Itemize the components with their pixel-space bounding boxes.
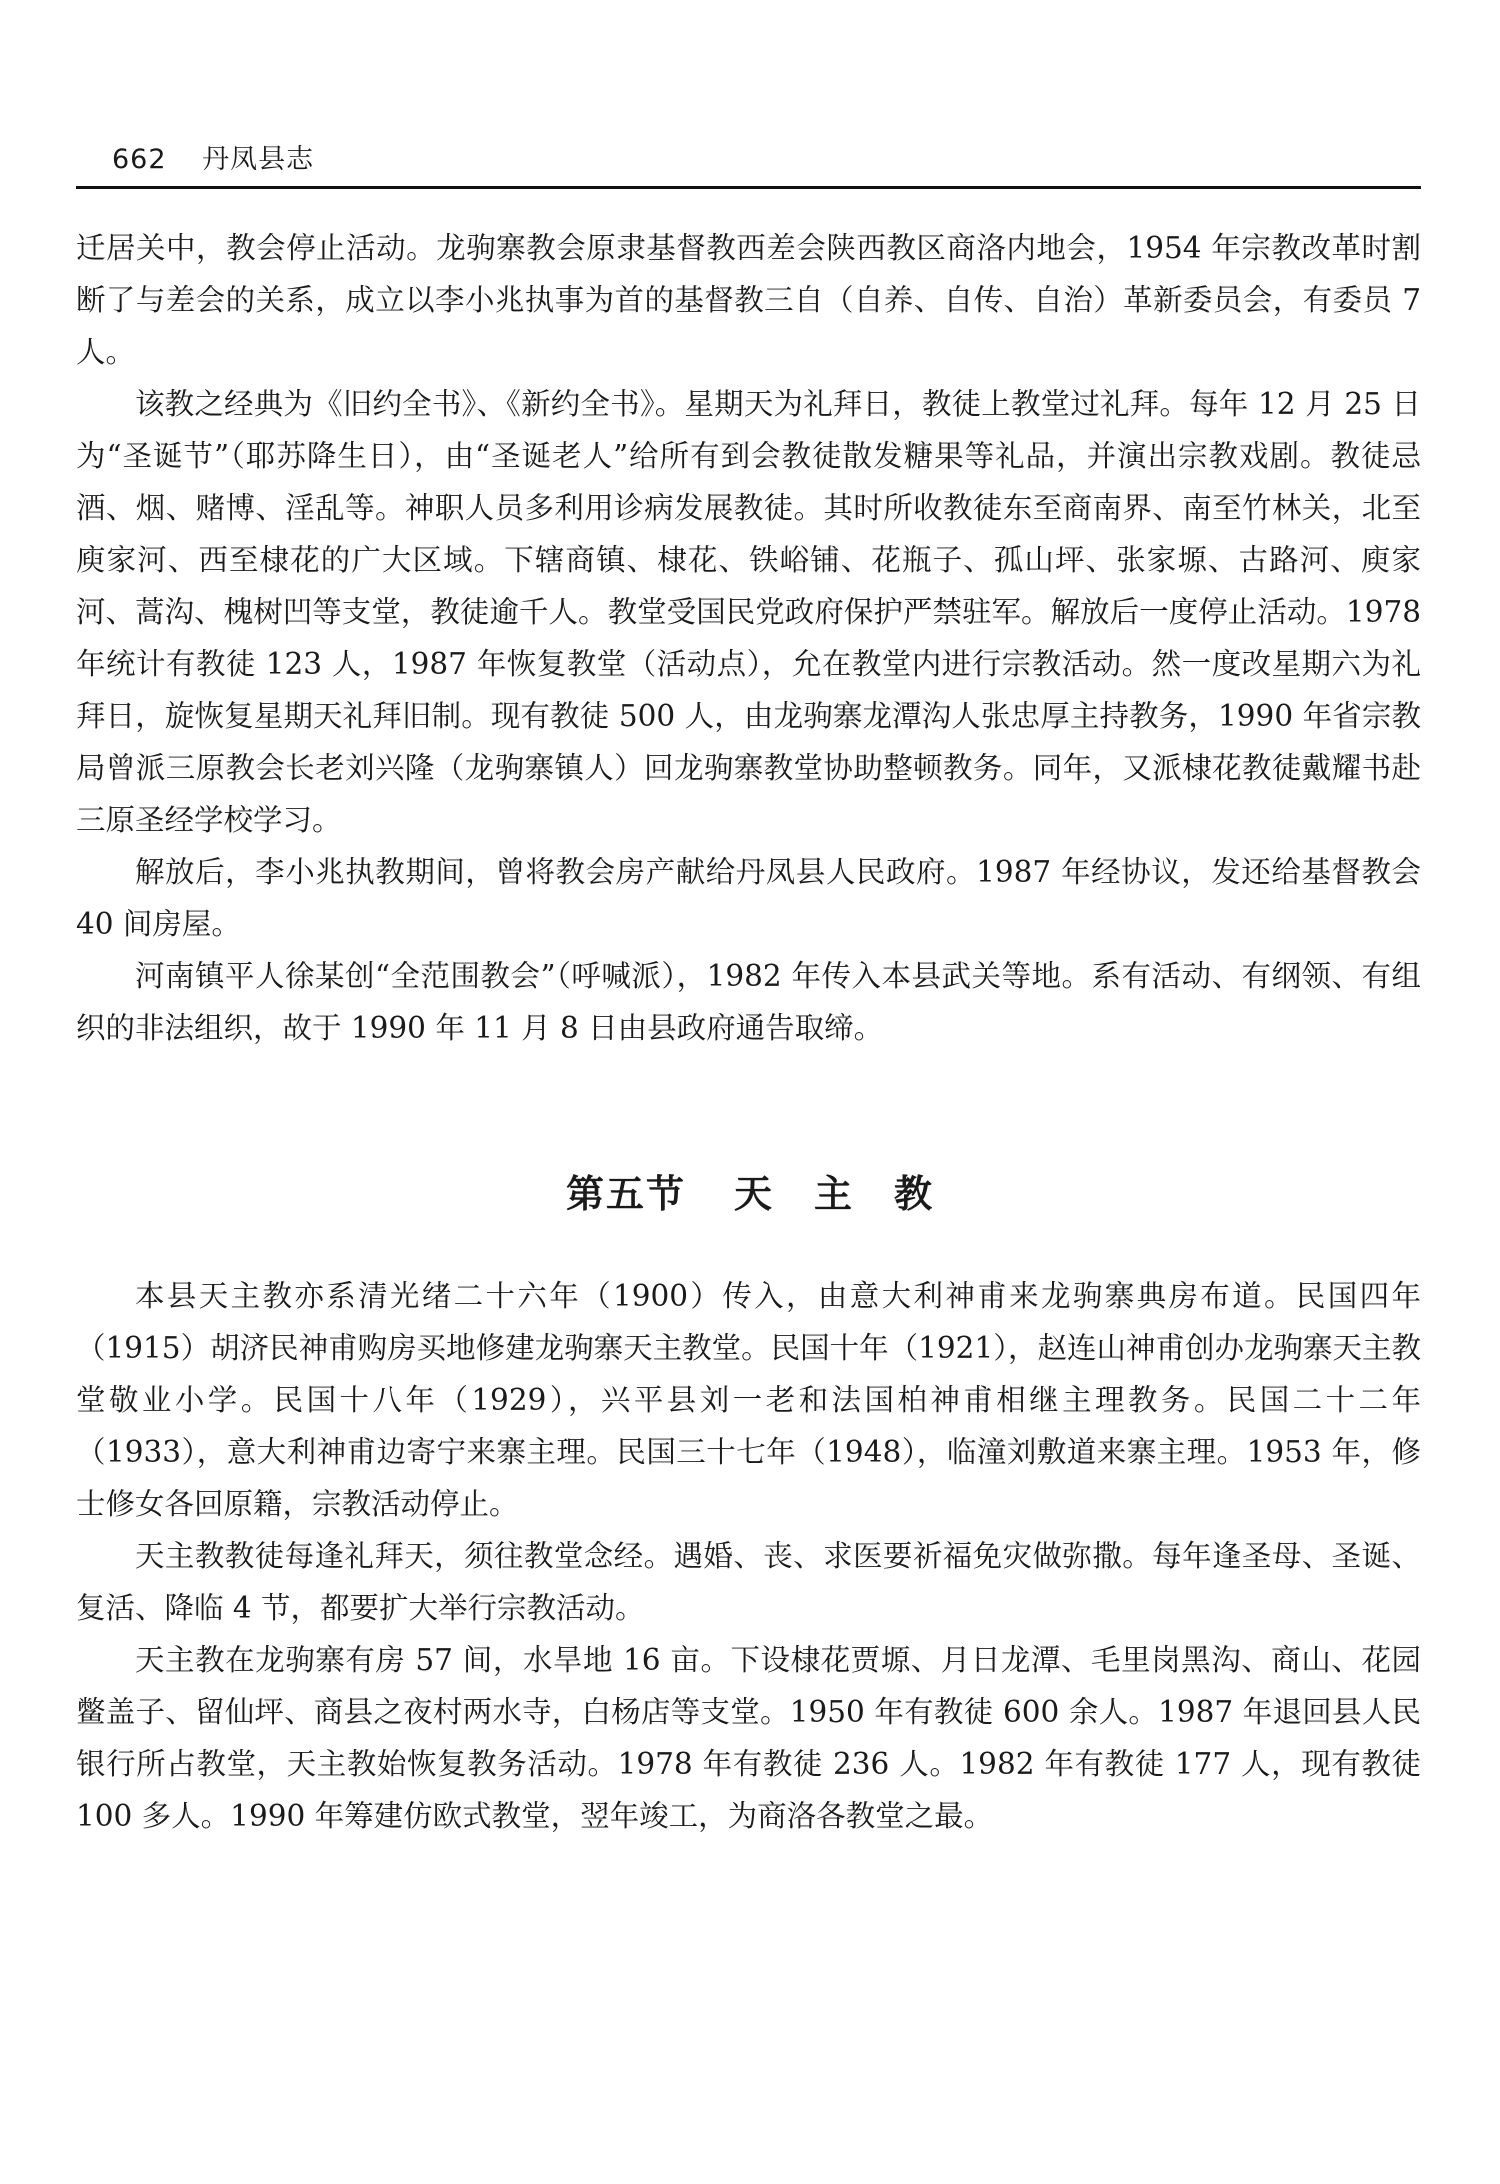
paragraph: 天主教教徒每逢礼拜天，须往教堂念经。遇婚、丧、求医要祈福免灾做弥撒。每年逢圣母、圣诞、复活、降临 4 节，都要扩大举行宗教活动。 [76, 1539, 1421, 1625]
paragraph: 天主教在龙驹寨有房 57 间，水旱地 16 亩。下设棣花贾塬、月日龙潭、毛里岗黑沟、商山、花园鳖盖子、留仙坪、商县之夜村两水寺，白杨店等支堂。1950 年有教徒 600 余人。1987 年退回县人民银行所占教堂，天主教始恢复教务活动。1978 年有教徒 236 人。1982 年有教徒 177 人，现有教徒 100 多人。1990 年筹建仿欧式教堂，翌年竣工，为商洛各教堂之最。 [76, 1643, 1421, 1833]
section-heading [0, 1164, 1500, 1224]
paragraph: 解放后，李小兆执教期间，曾将教会房产献给丹凤县人民政府。1987 年经协议，发还给基督教会 40 间房屋。 [76, 855, 1421, 941]
paragraph-continued: 迁居关中，教会停止活动。龙驹寨教会原隶基督教西差会陕西教区商洛内地会，1954 年宗教改革时割断了与差会的关系，成立以李小兆执事为首的基督教三自（自养、自传、自治）革新委员会，有委员 7 人。 [76, 231, 1421, 369]
running-header [112, 140, 1412, 180]
paragraph: 该教之经典为《旧约全书》、《新约全书》。星期天为礼拜日，教徒上教堂过礼拜。每年 12 月 25 日为“圣诞节”（耶苏降生日），由“圣诞老人”给所有到会教徒散发糖果等礼品，并演出宗教戏剧。教徒忌酒、烟、赌博、淫乱等。神职人员多利用诊病发展教徒。其时所收教徒东至商南界、南至竹林关，北至庾家河、西至棣花的广大区域。下辖商镇、棣花、铁峪铺、花瓶子、孤山坪、张家塬、古路河、庾家河、蒿沟、槐树凹等支堂，教徒逾千人。教堂受国民党政府保护严禁驻军。解放后一度停止活动。1978 年统计有教徒 123 人，1987 年恢复教堂（活动点），允在教堂内进行宗教活动。然一度改星期六为礼拜日，旋恢复星期天礼拜旧制。现有教徒 500 人，由龙驹寨龙潭沟人张忠厚主持教务，1990 年省宗教局曾派三原教会长老刘兴隆（龙驹寨镇人）回龙驹寨教堂协助整顿教务。同年，又派棣花教徒戴耀书赴三原圣经学校学习。 [76, 387, 1421, 837]
section-name: 天 主 教 [734, 1171, 935, 1216]
page-number: 662 [112, 144, 167, 175]
protestant-section-text [76, 222, 1421, 1054]
catholic-section-text [76, 1270, 1421, 1842]
paragraph: 河南镇平人徐某创“全范围教会”（呼喊派），1982 年传入本县武关等地。系有活动、有纲领、有组织的非法组织，故于 1990 年 11 月 8 日由县政府通告取缔。 [76, 959, 1421, 1045]
header-rule [76, 186, 1421, 189]
book-title: 丹凤县志 [202, 144, 315, 175]
paragraph: 本县天主教亦系清光绪二十六年（1900）传入，由意大利神甫来龙驹寨典房布道。民国四年（1915）胡济民神甫购房买地修建龙驹寨天主教堂。民国十年（1921），赵连山神甫创办龙驹寨天主教堂敬业小学。民国十八年（1929），兴平县刘一老和法国柏神甫相继主理教务。民国二十二年（1933），意大利神甫边寄宁来寨主理。民国三十七年（1948），临潼刘敷道来寨主理。1953 年，修士修女各回原籍，宗教活动停止。 [76, 1279, 1421, 1521]
section-number: 第五节 [565, 1171, 686, 1216]
